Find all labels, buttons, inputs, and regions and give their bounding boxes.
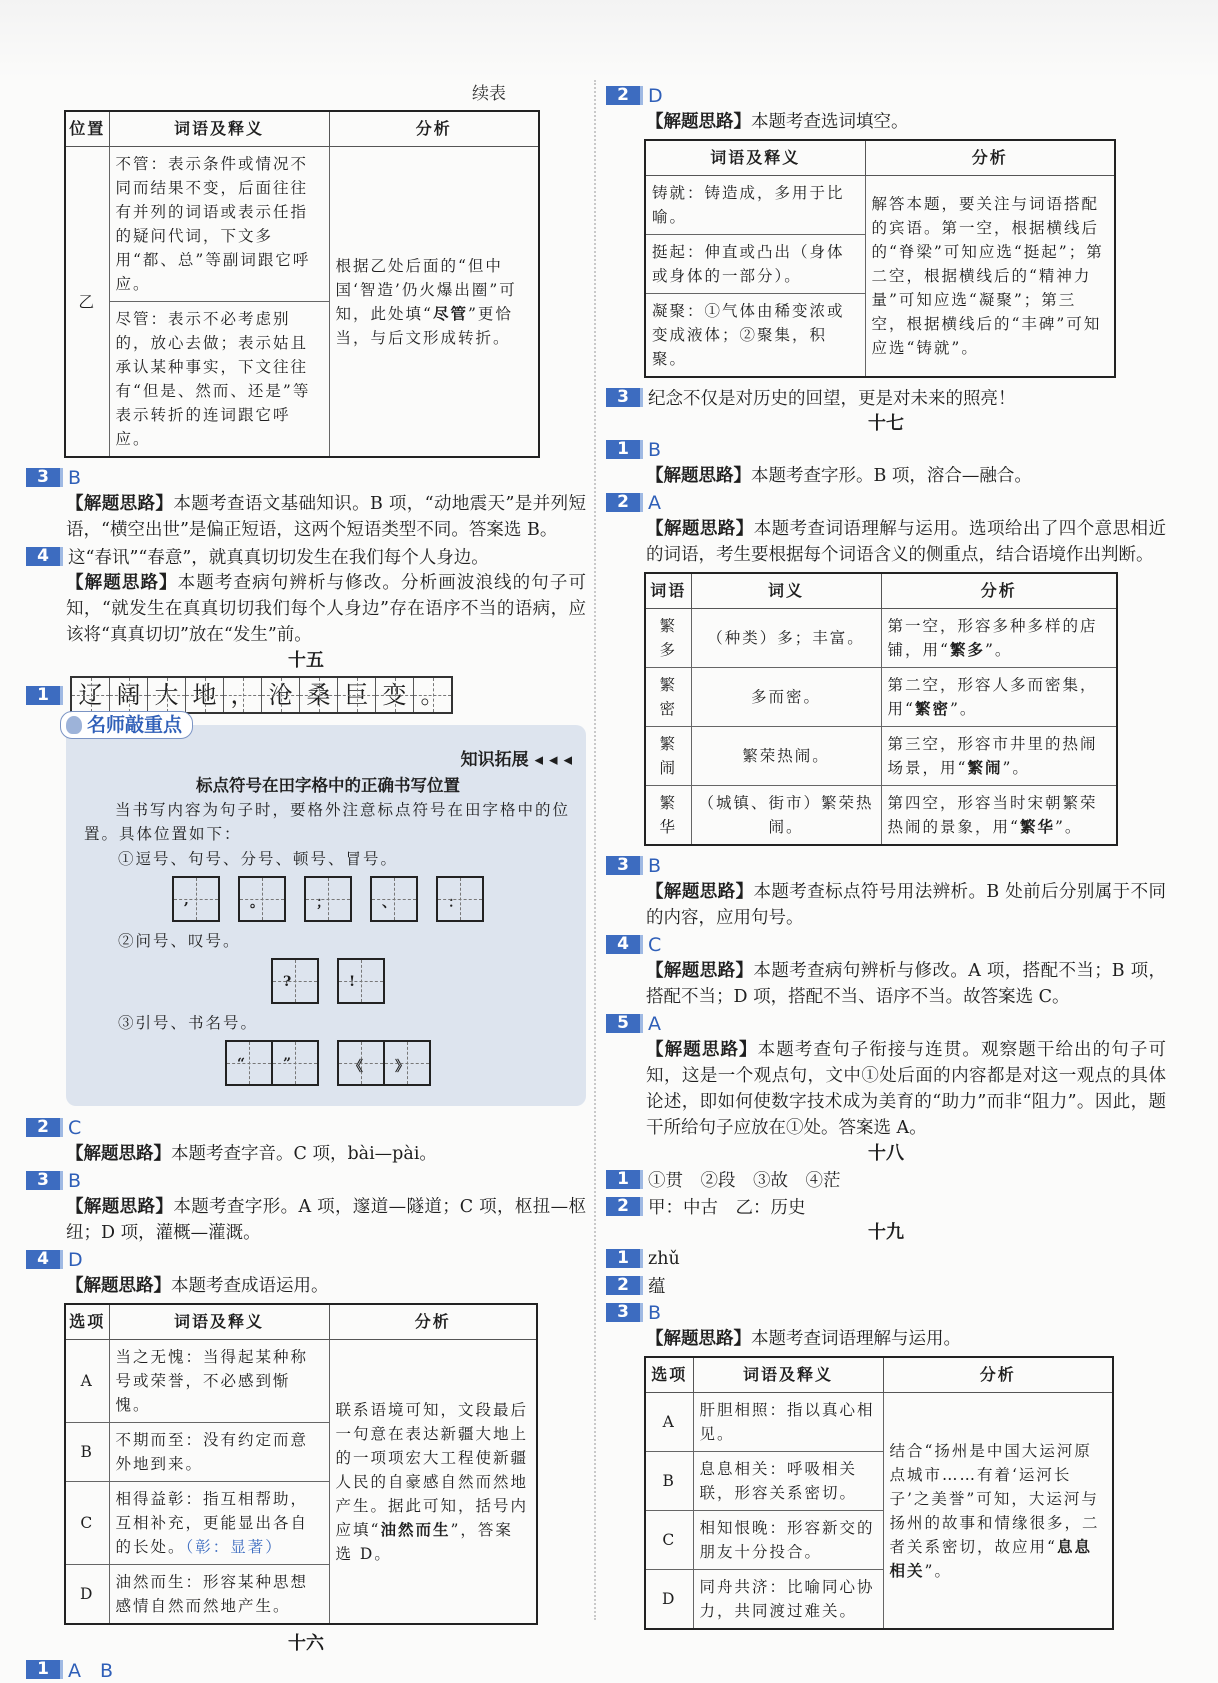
punctuation-symbol: ： [448,895,462,911]
tianzige-cell: 大 [148,678,186,712]
tianzige-cell: 巨 [338,678,376,712]
explanation [66,570,586,648]
tianzige-cell: 沧 [262,678,300,712]
table-header-row [645,140,1115,176]
answer-text: B [648,438,662,461]
meaning-text: 繁荣热闹。 [742,747,830,765]
analysis-text: 第四空，形容当时宋朝繁荣热闹的景象，用“ [887,794,1098,836]
explanation-text: 本题考查标点符号用法辨析。B 处前后分别属于不同的内容，应用句号。 [646,882,1167,928]
section-heading: 十九 [868,1222,904,1243]
table-key-cell: A [65,1340,109,1423]
table-meaning-cell [691,727,881,786]
table-header-cell: 词语及释义 [693,1357,883,1393]
tianzige-cell: ， [224,678,262,712]
explanation-label: 【解题思路】 [646,519,754,539]
analysis-bold-word: 繁闹 [967,759,1003,777]
table-meaning-cell [109,1565,329,1625]
table-header-cell: 选项 [645,1357,693,1393]
answer-text: 甲：中古 乙：历史 [648,1198,806,1218]
question-answer [606,1010,1166,1037]
analysis-text: ”。 [1054,818,1083,836]
question-number-badge: 2 [26,1118,60,1137]
punctuation-symbol: 《 [349,1059,363,1075]
table-header-cell: 分析 [883,1357,1113,1393]
table-row [65,1340,537,1423]
question-answer [606,1193,1166,1220]
explanation [646,109,1166,135]
explanation-text: 本题考查病句辨析与修改。A 项，搭配不当；B 项，搭配不当；D 项，搭配不当、语序不当。故答案选 C。 [646,961,1167,1007]
explanation-label: 【解题思路】 [646,112,751,132]
meaning-text: 尽管：表示不必考虑别的，放心去做；表示姑且承认某种事实，下文往往有“但是、然而、还是”等表示转折的连词跟它呼应。 [115,310,311,448]
analysis-text: 第二空，形容人多而密集，用“ [887,676,1098,718]
punctuation-symbol: 。 [250,895,264,911]
table-header-row [645,1357,1113,1393]
explanation-text: 本题考查成语运用。 [171,1276,329,1296]
table-analysis-cell [329,147,539,458]
meaning-text: 凝聚：①气体由稀变浓或变成液体；②聚集，积聚。 [652,302,845,368]
question-answer [606,852,1166,879]
answer-text: D [648,84,663,107]
table-analysis-cell [883,1393,1113,1630]
meaning-text: 多而密。 [750,688,821,706]
punctuation-symbol: ” [283,1056,292,1072]
table-meaning-cell [109,1340,329,1423]
explanation-text: 本题考查字形。A 项，邃道—隧道；C 项，枢扭—枢纽；D 项，灌概—灌溉。 [66,1197,587,1243]
table-meaning-cell [645,294,865,378]
table-header-row [65,1304,537,1340]
question-answer [606,931,1166,958]
answer-text: 这“春讯”“春意”，就真真切切发生在我们每个人身边。 [68,548,489,568]
table-header-cell: 位置 [65,111,109,147]
analysis-text: 根据乙处后面的“但中国‘智造’仍火爆出圈”可知，此处填“ [335,256,517,323]
meaning-text: 挺起：伸直或凸出（身体或身体的一部分）。 [652,243,845,285]
question-number-badge: 2 [606,1197,640,1216]
meaning-text: 当之无愧：当得起某种称号或荣誉，不必感到惭愧。 [115,1348,309,1414]
table-analysis-cell [881,668,1117,727]
left-column [26,82,586,1683]
punctuation-grid [238,876,286,922]
explanation [66,491,586,543]
table-key-cell: C [65,1482,109,1565]
table-header-cell: 分析 [865,140,1115,176]
table-key-cell: 繁华 [645,786,691,846]
knowledge-box [66,714,586,1106]
explanation-text: 本题考查词语理解与运用。 [751,1329,961,1349]
knowledge-tag: 知识拓展 ◂ ◂ ◂ [460,750,572,770]
answer-text: 纪念不仅是对历史的回望，更是对未来的照亮！ [648,389,1016,409]
punctuation-grid-examples [84,876,572,922]
explanation-text: 本题考查字形。B 项，溶合—融合。 [751,466,1032,486]
explanation [646,516,1166,568]
knowledge-paragraph: 当书写内容为句子时，要格外注意标点符号在田字格中的位置。具体位置如下： [84,801,571,843]
question-number-badge: 1 [606,440,640,459]
explanation-label: 【解题思路】 [66,494,174,514]
meaning-text: 同舟共济：比喻同心协力，共同渡过难关。 [699,1578,875,1620]
section-heading: 十七 [868,413,904,434]
explanation-label: 【解题思路】 [646,882,754,902]
punctuation-grid-examples [84,1040,572,1086]
question-answer [26,1246,586,1273]
analysis-text: ”，答案选 D。 [335,1520,513,1563]
tianzige-cell: 变 [376,678,414,712]
meaning-text: （城镇、街市）繁荣热闹。 [698,794,874,836]
analysis-text: ”。 [984,641,1013,659]
analysis-text: 第三空，形容市井里的热闹场景，用“ [887,735,1098,777]
punctuation-grid [271,958,319,1004]
table-row [645,176,1115,235]
section-heading: 十六 [288,1633,324,1654]
table-header-row [645,573,1117,609]
explanation-text: 本题考查语文基础知识。B 项，“动地震天”是并列短语，“横空出世”是偏正短语，这两个短语类型不同。答案选 B。 [66,494,586,540]
meaning-text: 相知恨晚：形容新交的朋友十分投合。 [699,1519,875,1561]
table-key-cell: 繁多 [645,609,691,668]
explanation-text: 本题考查词语理解与运用。选项给出了四个意思相近的词语，考生要根据每个词语含义的侧重点，结合语境作出判断。 [646,519,1167,565]
question-answer [606,384,1166,411]
question-answer [26,464,586,491]
meaning-text: 相得益彰：指互相帮助，互相补充，更能显出各自的长处。 [115,1490,309,1556]
question-number-badge: 3 [606,388,640,407]
answer-text: B [68,1169,82,1192]
meaning-text: （种类）多；丰富。 [707,629,865,647]
question-number-badge: 1 [26,1660,60,1679]
question-answer [26,1167,586,1194]
tianzige-cell: 桑 [300,678,338,712]
table-header-cell: 词语及释义 [109,1304,329,1340]
answer-text: ①贯 ②段 ③故 ④茫 [648,1171,841,1191]
answer-text: A [648,1012,661,1035]
answer-table [644,1356,1114,1630]
table-key-cell: 繁密 [645,668,691,727]
scan-top-band [0,0,1218,78]
table-header-cell: 分析 [329,111,539,147]
question-number-badge: 4 [606,935,640,954]
table-key-cell: B [645,1452,693,1511]
table-header-cell: 词语及释义 [109,111,329,147]
question-answer [606,1299,1166,1326]
table-analysis-cell [881,609,1117,668]
punctuation-symbol: ； [316,895,330,911]
explanation-label: 【解题思路】 [66,1144,171,1164]
punctuation-symbol: 、 [382,895,396,911]
continued-table-label: 续表 [472,84,506,104]
table-header-cell: 词语及释义 [645,140,865,176]
table-analysis-cell [881,786,1117,846]
table-meaning-cell [693,1511,883,1570]
question-number-badge: 5 [606,1014,640,1033]
punctuation-cell [339,960,383,1002]
punctuation-cell [174,878,218,920]
table-row [645,1393,1113,1452]
answer-text: B [648,854,662,877]
question-answer [606,1272,1166,1299]
tianzige-grid [70,676,453,714]
table-key-cell: D [65,1565,109,1625]
knowledge-tab-label: 名师敲重点 [87,714,183,736]
analysis-bold-word: 尽管 [432,304,468,323]
table-key-cell: A [645,1393,693,1452]
analysis-bold-word: 繁多 [949,641,985,659]
knowledge-item-label: ①逗号、句号、分号、顿号、冒号。 [118,850,399,868]
table-row [645,727,1117,786]
tianzige-cell: 地 [186,678,224,712]
table-header-cell: 词语 [645,573,691,609]
knowledge-item-label: ②问号、叹号。 [118,932,241,950]
punctuation-symbol: “ [237,1056,246,1072]
meaning-note: （彰：显著） [185,1538,283,1556]
punctuation-cell [240,878,284,920]
punctuation-grid [337,958,385,1004]
table-analysis-cell [329,1340,537,1625]
punctuation-grid [337,1040,431,1086]
explanation-label: 【解题思路】 [646,466,751,486]
analysis-text: 解答本题，要关注与词语搭配的宾语。第一空，根据横线后的“脊梁”可知应选“挺起”；第二空，根据横线后的“精神力量”可知应选“凝聚”；第三空，根据横线后的“丰碑”可知应选“铸就”。 [871,195,1104,357]
table-meaning-cell [645,235,865,294]
table-meaning-cell [693,1570,883,1630]
answer-text: C [68,1116,82,1139]
explanation-label: 【解题思路】 [66,1276,171,1296]
explanation-text: 本题考查句子衔接与连贯。观察题干给出的句子可知，这是一个观点句，文中①处后面的内容都是对这一观点的具体论述，即如何使数字技术成为美育的“助力”而非“阻力”。因此，题干所给句子应放在①处。答案选 A。 [646,1040,1167,1138]
table-meaning-cell [109,147,329,302]
analysis-text: ”。 [1002,759,1030,777]
tianzige-cell: 阔 [110,678,148,712]
analysis-bold-word: 油然而生 [380,1520,451,1539]
question-answer [606,436,1166,463]
question-number-badge: 4 [26,1250,60,1269]
section-heading: 十五 [288,650,324,671]
table-key-cell: D [645,1570,693,1630]
table-header-cell: 选项 [65,1304,109,1340]
question-number-badge: 4 [26,547,60,566]
tianzige-cell: 。 [414,678,451,712]
table-meaning-cell [691,668,881,727]
punctuation-symbol: , [184,892,189,908]
analysis-text: 结合“扬州是中国大运河原点城市……有着‘运河长子’之美誉”可知，大运河与扬州的故事和情缘很多，二者关系密切，故应用“ [889,1441,1100,1556]
table-meaning-cell [693,1393,883,1452]
explanation [646,1326,1166,1352]
explanation-label: 【解题思路】 [66,1197,174,1217]
explanation [646,1037,1166,1141]
analysis-text: ”更恰当，与后文形成转折。 [335,304,513,347]
explanation [646,879,1166,931]
table-header-row [65,111,539,147]
meaning-text: 肝胆相照：指以真心相见。 [699,1401,875,1443]
question-number-badge: 1 [606,1249,640,1268]
punctuation-grid-examples [84,958,572,1004]
table-meaning-cell [109,1482,329,1565]
table-meaning-cell [645,176,865,235]
table-meaning-cell [109,1423,329,1482]
question-answer [26,1114,586,1141]
analysis-bold-word: 息息相关 [889,1537,1092,1580]
question-number-badge: 1 [26,686,60,705]
question-answer [606,1245,1166,1272]
punctuation-cell [273,1042,317,1084]
answer-text: zhǔ [648,1248,680,1269]
punctuation-cell [273,960,317,1002]
punctuation-cell [339,1042,385,1084]
table-meaning-cell [109,302,329,458]
explanation [66,1273,586,1299]
section-heading: 十八 [868,1143,904,1164]
teacher-mascot-icon [66,716,82,734]
table-key-cell: 繁闹 [645,727,691,786]
answer-text: 蕴 [648,1277,666,1297]
explanation-label: 【解题思路】 [646,1040,758,1060]
explanation-label: 【解题思路】 [646,1329,751,1349]
punctuation-symbol: ? [283,974,292,990]
column-divider [594,80,596,1620]
table-row [645,786,1117,846]
analysis-text: ”。 [924,1561,952,1580]
punctuation-grid [436,876,484,922]
explanation [66,1194,586,1246]
analysis-text: 联系语境可知，文段最后一句意在表达新疆大地上的一项项宏大工程使新疆人民的自豪感自然而然地产生。据此可知，括号内应填“ [335,1400,529,1539]
table-analysis-cell [881,727,1117,786]
answer-table [644,139,1116,378]
knowledge-title: 标点符号在田字格中的正确书写位置 [196,776,460,795]
table-key-cell: 乙 [65,147,109,458]
table-meaning-cell [691,609,881,668]
table-header-cell: 分析 [881,573,1117,609]
table-row [65,147,539,302]
question-number-badge: 3 [26,468,60,487]
question-number-badge: 1 [606,1170,640,1189]
explanation-label: 【解题思路】 [646,961,754,981]
table-analysis-cell [865,176,1115,378]
explanation [646,958,1166,1010]
knowledge-box-tab [60,711,193,739]
meaning-text: 息息相关：呼吸相关联，形容关系密切。 [699,1460,858,1502]
answer-table [64,1303,538,1625]
punctuation-cell [385,1042,429,1084]
punctuation-cell [227,1042,273,1084]
explanation [646,463,1166,489]
punctuation-grid [225,1040,319,1086]
meaning-text: 不管：表示条件或情况不同而结果不变，后面往往有并列的词语或表示任指的疑问代词，下文多用“都、总”等副词跟它呼应。 [115,155,311,293]
punctuation-cell [306,878,350,920]
explanation-label: 【解题思路】 [66,573,178,593]
punctuation-symbol: ! [349,974,356,990]
table-meaning-cell [693,1452,883,1511]
question-number-badge: 2 [606,493,640,512]
analysis-bold-word: 繁华 [1019,818,1055,836]
answer-text: D [68,1248,83,1271]
meaning-text: 铸就：铸造成，多用于比喻。 [652,184,845,226]
question-answer [26,543,586,570]
punctuation-grid [172,876,220,922]
question-answer [26,1656,586,1683]
question-number-badge: 3 [606,1303,640,1322]
table-key-cell: C [645,1511,693,1570]
answer-text: A [648,491,661,514]
punctuation-cell [372,878,416,920]
answer-text: C [648,933,662,956]
answer-text: A B [68,1660,114,1682]
question-number-badge: 2 [606,86,640,105]
analysis-bold-word: 繁密 [914,700,950,718]
table-row [645,609,1117,668]
question-answer [606,489,1166,516]
answer-text: B [648,1301,662,1324]
punctuation-grid [370,876,418,922]
right-column [606,82,1166,1636]
explanation-text: 本题考查病句辨析与修改。分析画波浪线的句子可知，“就发生在真真切切我们每个人身边”存在语序不当的语病，应该将“真真切切”放在“发生”前。 [66,573,587,645]
question-number-badge: 2 [606,1276,640,1295]
table-key-cell: B [65,1423,109,1482]
explanation-text: 本题考查选词填空。 [751,112,909,132]
knowledge-item-label: ③引号、书名号。 [118,1014,259,1032]
meaning-text: 油然而生：形容某种思想感情自然而然地产生。 [115,1573,309,1615]
question-number-badge: 3 [606,856,640,875]
table-meaning-cell [691,786,881,846]
table-row [645,668,1117,727]
question-number-badge: 3 [26,1171,60,1190]
answer-table [64,110,540,458]
punctuation-grid [304,876,352,922]
punctuation-symbol: 》 [395,1059,409,1075]
explanation-text: 本题考查字音。C 项，bài—pài。 [171,1144,437,1164]
answer-table [644,572,1118,846]
question-answer [606,82,1166,109]
tianzige-cell: 辽 [72,678,110,712]
meaning-text: 不期而至：没有约定而意外地到来。 [115,1431,309,1473]
question-answer [606,1166,1166,1193]
analysis-text: 第一空，形容多种多样的店铺，用“ [887,617,1098,659]
explanation [66,1141,586,1167]
analysis-text: ”。 [949,700,978,718]
answer-text: B [68,466,82,489]
table-header-cell: 词义 [691,573,881,609]
table-header-cell: 分析 [329,1304,537,1340]
punctuation-cell [438,878,482,920]
